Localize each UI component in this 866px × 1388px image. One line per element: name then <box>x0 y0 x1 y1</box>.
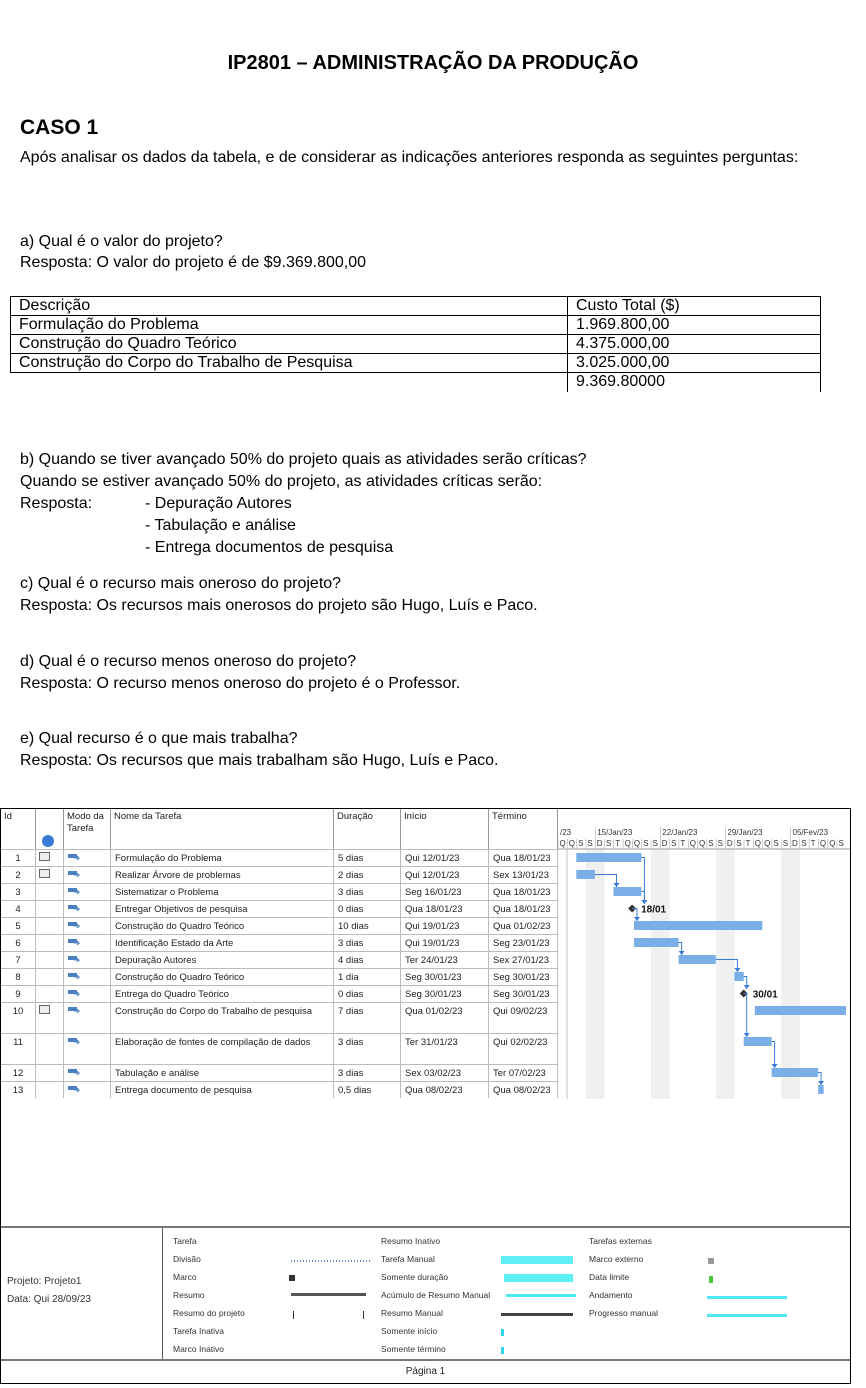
day-label: T <box>680 839 686 848</box>
cell-start: Sex 03/02/23 <box>401 1065 489 1081</box>
weekend-shade <box>791 849 800 1099</box>
cell-start: Qui 19/01/23 <box>401 935 489 951</box>
day-label: D <box>596 839 603 848</box>
arrow-icon <box>634 917 640 921</box>
arrow-icon <box>772 1064 778 1068</box>
case-title: CASO 1 <box>20 116 99 139</box>
cell-id: 10 <box>1 1003 36 1033</box>
cell-start: Qua 01/02/23 <box>401 1003 489 1033</box>
cell-info <box>36 884 64 900</box>
day-label: S <box>773 839 779 848</box>
day-label: Q <box>764 839 771 848</box>
cost-table <box>10 296 821 392</box>
weekend-shade <box>781 849 790 1099</box>
cell-info <box>36 850 64 866</box>
cell-start: Ter 24/01/23 <box>401 952 489 968</box>
cell-mode <box>64 986 111 1002</box>
table-row[interactable] <box>1 900 558 917</box>
arrow-icon <box>641 900 647 904</box>
table-row <box>11 354 821 373</box>
cost-value: 1.969.800,00 <box>568 316 821 335</box>
day-label: Q <box>568 839 576 848</box>
day-label: S <box>643 839 649 848</box>
auto-scheduled-icon <box>68 853 80 861</box>
legend-label: Progresso manual <box>589 1308 658 1318</box>
auto-scheduled-icon <box>68 972 80 980</box>
auto-scheduled-icon <box>68 1006 80 1014</box>
question-c: c) Qual é o recurso mais oneroso do projeto? <box>20 575 342 592</box>
cell-id: 12 <box>1 1065 36 1081</box>
auto-scheduled-icon <box>68 887 80 895</box>
answer-b: Quando se estiver avançado 50% do projeto, as atividades críticas serão: <box>20 473 543 490</box>
day-label: Q <box>689 839 696 848</box>
table-row[interactable] <box>1 1081 558 1098</box>
critical-item: - Entrega documentos de pesquisa <box>145 539 394 556</box>
cost-value: 3.025.000,00 <box>568 354 821 373</box>
answer-d: Resposta: O recurso menos oneroso do projeto é o Professor. <box>20 675 461 692</box>
legend-label: Somente início <box>381 1326 438 1336</box>
weekend-shade <box>595 849 604 1099</box>
table-row[interactable] <box>1 968 558 985</box>
cell-id: 6 <box>1 935 36 951</box>
cell-start: Seg 30/01/23 <box>401 969 489 985</box>
task-bar <box>576 853 641 862</box>
cell-info <box>36 969 64 985</box>
task-bar <box>634 921 762 930</box>
calendar-icon <box>39 869 50 878</box>
cell-id: 13 <box>1 1082 36 1098</box>
manual-rollup-swatch <box>506 1294 576 1297</box>
arrow-icon <box>734 968 740 972</box>
split-swatch <box>291 1260 371 1262</box>
milestone-swatch <box>289 1275 295 1281</box>
critical-item: - Tabulação e análise <box>145 517 296 534</box>
project-summary-swatch <box>293 1311 294 1319</box>
cell-id: 7 <box>1 952 36 968</box>
cell-start: Ter 31/01/23 <box>401 1034 489 1064</box>
arrow-icon <box>679 951 685 955</box>
day-label: T <box>745 839 751 848</box>
cost-desc: Formulação do Problema <box>11 316 568 335</box>
cell-id: 8 <box>1 969 36 985</box>
week-label: 15/Jan/23 <box>597 828 633 837</box>
day-label: D <box>726 839 733 848</box>
day-label: Q <box>633 839 641 848</box>
day-label: S <box>671 839 677 848</box>
arrow-icon <box>744 985 750 989</box>
cell-finish: Qui 09/02/23 <box>489 1003 558 1033</box>
cell-finish: Qua 18/01/23 <box>489 850 558 866</box>
cell-finish: Qua 08/02/23 <box>489 1082 558 1098</box>
cell-name: Entregar Objetivos de pesquisa <box>111 901 334 917</box>
cell-finish: Qui 02/02/23 <box>489 1034 558 1064</box>
cell-duration: 4 dias <box>334 952 401 968</box>
table-row[interactable] <box>1 917 558 934</box>
col-header-start: Início <box>401 809 489 849</box>
legend-label: Resumo <box>173 1290 205 1300</box>
document-title: IP2801 – ADMINISTRAÇÃO DA PRODUÇÃO <box>227 52 639 74</box>
cell-info <box>36 935 64 951</box>
cell-duration: 0,5 dias <box>334 1082 401 1098</box>
legend-label: Marco Inativo <box>173 1344 225 1354</box>
cell-duration: 0 dias <box>334 986 401 1002</box>
legend-label: Marco externo <box>589 1254 644 1264</box>
cell-duration: 3 dias <box>334 884 401 900</box>
task-bar <box>772 1068 819 1077</box>
col-header-info <box>36 809 64 849</box>
cost-header-total: Custo Total ($) <box>568 297 821 316</box>
legend <box>1 1226 850 1359</box>
task-bar <box>734 972 743 981</box>
cell-name: Identificação Estado da Arte <box>111 935 334 951</box>
cell-mode <box>64 1003 111 1033</box>
col-header-finish: Término <box>489 809 558 849</box>
table-row[interactable] <box>1 985 558 1002</box>
cell-name: Elaboração de fontes de compilação de dados <box>111 1034 334 1064</box>
auto-scheduled-icon <box>68 989 80 997</box>
cost-total: 9.369.80000 <box>568 373 821 392</box>
day-label: S <box>717 839 723 848</box>
external-milestone-swatch <box>708 1258 714 1264</box>
weekend-shade <box>586 849 595 1099</box>
cell-duration: 2 dias <box>334 867 401 883</box>
day-label: S <box>578 839 584 848</box>
weekend-shade <box>725 849 734 1099</box>
task-bar <box>614 887 642 896</box>
cell-info <box>36 1003 64 1033</box>
cell-finish: Seg 30/01/23 <box>489 969 558 985</box>
legend-label: Resumo Inativo <box>381 1236 441 1246</box>
table-row[interactable] <box>1 1064 558 1081</box>
gantt-timeline <box>558 809 850 1099</box>
week-label: 22/Jan/23 <box>662 828 698 837</box>
cell-finish: Seg 30/01/23 <box>489 986 558 1002</box>
auto-scheduled-icon <box>68 1068 80 1076</box>
cell-id: 11 <box>1 1034 36 1064</box>
day-label: S <box>782 839 789 848</box>
cell-mode <box>64 1082 111 1098</box>
cell-mode <box>64 850 111 866</box>
table-row[interactable] <box>1 883 558 900</box>
task-bar <box>634 938 679 947</box>
cell-info <box>36 1034 64 1064</box>
week-label: /23 <box>560 828 572 837</box>
legend-label: Resumo do projeto <box>173 1308 245 1318</box>
cell-name: Formulação do Problema <box>111 850 334 866</box>
legend-label: Tarefa Inativa <box>173 1326 225 1336</box>
cell-duration: 10 dias <box>334 918 401 934</box>
cell-finish: Qua 18/01/23 <box>489 901 558 917</box>
cell-name: Tabulação e análise <box>111 1065 334 1081</box>
cost-value: 4.375.000,00 <box>568 335 821 354</box>
cell-mode <box>64 867 111 883</box>
table-row <box>11 316 821 335</box>
cell-duration: 7 dias <box>334 1003 401 1033</box>
legend-label: Resumo Manual <box>381 1308 443 1318</box>
calendar-icon <box>39 852 50 861</box>
day-label: S <box>606 839 612 848</box>
cost-desc: Construção do Quadro Teórico <box>11 335 568 354</box>
cell-duration: 3 dias <box>334 1034 401 1064</box>
table-row <box>11 335 821 354</box>
day-label: Q <box>699 839 706 848</box>
cell-start: Seg 16/01/23 <box>401 884 489 900</box>
week-label: 29/Jan/23 <box>727 828 763 837</box>
day-label: S <box>838 839 844 848</box>
day-label: S <box>801 839 807 848</box>
cell-info <box>36 952 64 968</box>
cell-mode <box>64 901 111 917</box>
legend-label: Somente duração <box>381 1272 449 1282</box>
cell-finish: Sex 27/01/23 <box>489 952 558 968</box>
arrow-icon <box>744 1033 750 1037</box>
table-row[interactable] <box>1 1002 558 1033</box>
legend-label: Divisão <box>173 1254 201 1264</box>
arrow-icon <box>818 1081 824 1085</box>
day-label: T <box>810 839 816 848</box>
col-header-mode: Modo da Tarefa <box>64 809 111 849</box>
milestone-label: 18/01 <box>641 904 667 916</box>
question-a: a) Qual é o valor do projeto? <box>20 233 223 250</box>
cell-mode <box>64 1065 111 1081</box>
legend-label: Tarefas externas <box>589 1236 652 1246</box>
auto-scheduled-icon <box>68 938 80 946</box>
cell-name: Construção do Quadro Teórico <box>111 969 334 985</box>
day-label: Q <box>754 839 762 848</box>
weekend-shade <box>716 849 725 1099</box>
col-header-id: Id <box>1 809 36 849</box>
auto-scheduled-icon <box>68 870 80 878</box>
task-bar <box>744 1037 772 1046</box>
legend-label: Data limite <box>589 1272 630 1282</box>
answer-b-label: Resposta: <box>20 495 93 512</box>
project-date: Data: Qui 28/09/23 <box>7 1294 91 1305</box>
task-bar <box>576 870 595 879</box>
day-label: Q <box>624 839 631 848</box>
auto-scheduled-icon <box>68 1037 80 1045</box>
cell-duration: 3 dias <box>334 1065 401 1081</box>
cell-info <box>36 867 64 883</box>
cell-id: 1 <box>1 850 36 866</box>
cell-start: Qui 12/01/23 <box>401 850 489 866</box>
day-label: S <box>587 839 593 848</box>
cost-desc: Construção do Corpo do Trabalho de Pesquisa <box>11 354 568 373</box>
question-d: d) Qual é o recurso menos oneroso do projeto? <box>20 653 357 670</box>
cell-start: Qui 12/01/23 <box>401 867 489 883</box>
cell-duration: 5 dias <box>334 850 401 866</box>
critical-item: - Depuração Autores <box>145 495 292 512</box>
table-row[interactable] <box>1 934 558 951</box>
legend-label: Tarefa Manual <box>381 1254 435 1264</box>
day-label: S <box>708 839 714 848</box>
table-row[interactable] <box>1 849 558 866</box>
day-label: Q <box>819 839 827 848</box>
task-bar <box>818 1085 824 1094</box>
cell-finish: Sex 13/01/23 <box>489 867 558 883</box>
info-icon <box>42 835 54 847</box>
cell-mode <box>64 952 111 968</box>
cell-name: Entrega do Quadro Teórico <box>111 986 334 1002</box>
auto-scheduled-icon <box>68 921 80 929</box>
day-label: Q <box>829 839 836 848</box>
cell-mode <box>64 1034 111 1064</box>
cell-finish: Seg 23/01/23 <box>489 935 558 951</box>
cell-id: 3 <box>1 884 36 900</box>
col-header-duration: Duração <box>334 809 401 849</box>
day-label: S <box>652 839 658 848</box>
cell-name: Construção do Quadro Teórico <box>111 918 334 934</box>
auto-scheduled-icon <box>68 1085 80 1093</box>
cell-id: 9 <box>1 986 36 1002</box>
start-only-swatch <box>501 1329 504 1336</box>
legend-label: Somente término <box>381 1344 446 1354</box>
week-label: 05/Fev/23 <box>792 828 829 837</box>
day-label: S <box>736 839 742 848</box>
deadline-swatch <box>709 1276 713 1283</box>
day-label: D <box>661 839 668 848</box>
cell-finish: Ter 07/02/23 <box>489 1065 558 1081</box>
cell-info <box>36 901 64 917</box>
cell-duration: 0 dias <box>334 901 401 917</box>
manual-progress-swatch <box>707 1314 787 1317</box>
day-label: T <box>615 839 621 848</box>
gantt-chart <box>0 808 851 1384</box>
cell-start: Seg 30/01/23 <box>401 986 489 1002</box>
task-bar <box>679 955 716 964</box>
weekend-shade <box>651 849 660 1099</box>
question-e: e) Qual recurso é o que mais trabalha? <box>20 730 298 747</box>
finish-only-swatch <box>501 1347 504 1354</box>
cell-finish: Qua 01/02/23 <box>489 918 558 934</box>
duration-only-swatch <box>504 1274 573 1282</box>
milestone-label: 30/01 <box>752 989 778 1001</box>
cost-header-description: Descrição <box>11 297 568 316</box>
progress-swatch <box>707 1296 787 1299</box>
cell-start: Qua 18/01/23 <box>401 901 489 917</box>
cell-duration: 1 dia <box>334 969 401 985</box>
legend-label: Tarefa <box>173 1236 197 1246</box>
table-row[interactable] <box>1 866 558 883</box>
legend-label: Andamento <box>589 1290 633 1300</box>
manual-summary-swatch <box>501 1313 573 1316</box>
task-bar <box>755 1006 846 1015</box>
auto-scheduled-icon <box>68 955 80 963</box>
manual-task-swatch <box>501 1256 573 1264</box>
intro-text: Após analisar os dados da tabela, e de considerar as indicações anteriores responda as seguintes perguntas: <box>20 149 799 166</box>
dependency-link <box>744 994 747 1038</box>
cell-id: 2 <box>1 867 36 883</box>
page-number: Página 1 <box>1 1359 850 1383</box>
calendar-icon <box>39 1005 50 1014</box>
cell-id: 5 <box>1 918 36 934</box>
question-b: b) Quando se tiver avançado 50% do projeto quais as atividades serão críticas? <box>20 451 587 468</box>
cell-start: Qua 08/02/23 <box>401 1082 489 1098</box>
answer-a: Resposta: O valor do projeto é de $9.369.800,00 <box>20 254 367 271</box>
legend-label: Marco <box>173 1272 197 1282</box>
cell-mode <box>64 935 111 951</box>
cell-start: Qui 19/01/23 <box>401 918 489 934</box>
col-header-name: Nome da Tarefa <box>111 809 334 849</box>
cell-name: Depuração Autores <box>111 952 334 968</box>
cell-name: Sistematizar o Problema <box>111 884 334 900</box>
cell-name: Realizar Árvore de problemas <box>111 867 334 883</box>
project-name: Projeto: Projeto1 <box>7 1276 82 1287</box>
cell-name: Construção do Corpo do Trabalho de pesquisa <box>111 1003 334 1033</box>
cell-id: 4 <box>1 901 36 917</box>
cell-mode <box>64 969 111 985</box>
legend-label: Acúmulo de Resumo Manual <box>381 1290 491 1300</box>
table-row[interactable] <box>1 1033 558 1064</box>
cell-mode <box>64 918 111 934</box>
table-row[interactable] <box>1 951 558 968</box>
cell-info <box>36 1065 64 1081</box>
weekend-shade <box>660 849 669 1099</box>
cell-name: Entrega documento de pesquisa <box>111 1082 334 1098</box>
day-label: Q <box>559 839 566 848</box>
cell-duration: 3 dias <box>334 935 401 951</box>
cell-info <box>36 918 64 934</box>
cell-info <box>36 986 64 1002</box>
auto-scheduled-icon <box>68 904 80 912</box>
arrow-icon <box>614 883 620 887</box>
summary-swatch <box>291 1293 366 1296</box>
cell-info <box>36 1082 64 1098</box>
answer-c: Resposta: Os recursos mais onerosos do projeto são Hugo, Luís e Paco. <box>20 597 538 614</box>
answer-e: Resposta: Os recursos que mais trabalham são Hugo, Luís e Paco. <box>20 752 499 769</box>
cell-mode <box>64 884 111 900</box>
day-label: D <box>792 839 798 848</box>
cell-finish: Qua 18/01/23 <box>489 884 558 900</box>
project-summary-swatch <box>363 1311 364 1319</box>
